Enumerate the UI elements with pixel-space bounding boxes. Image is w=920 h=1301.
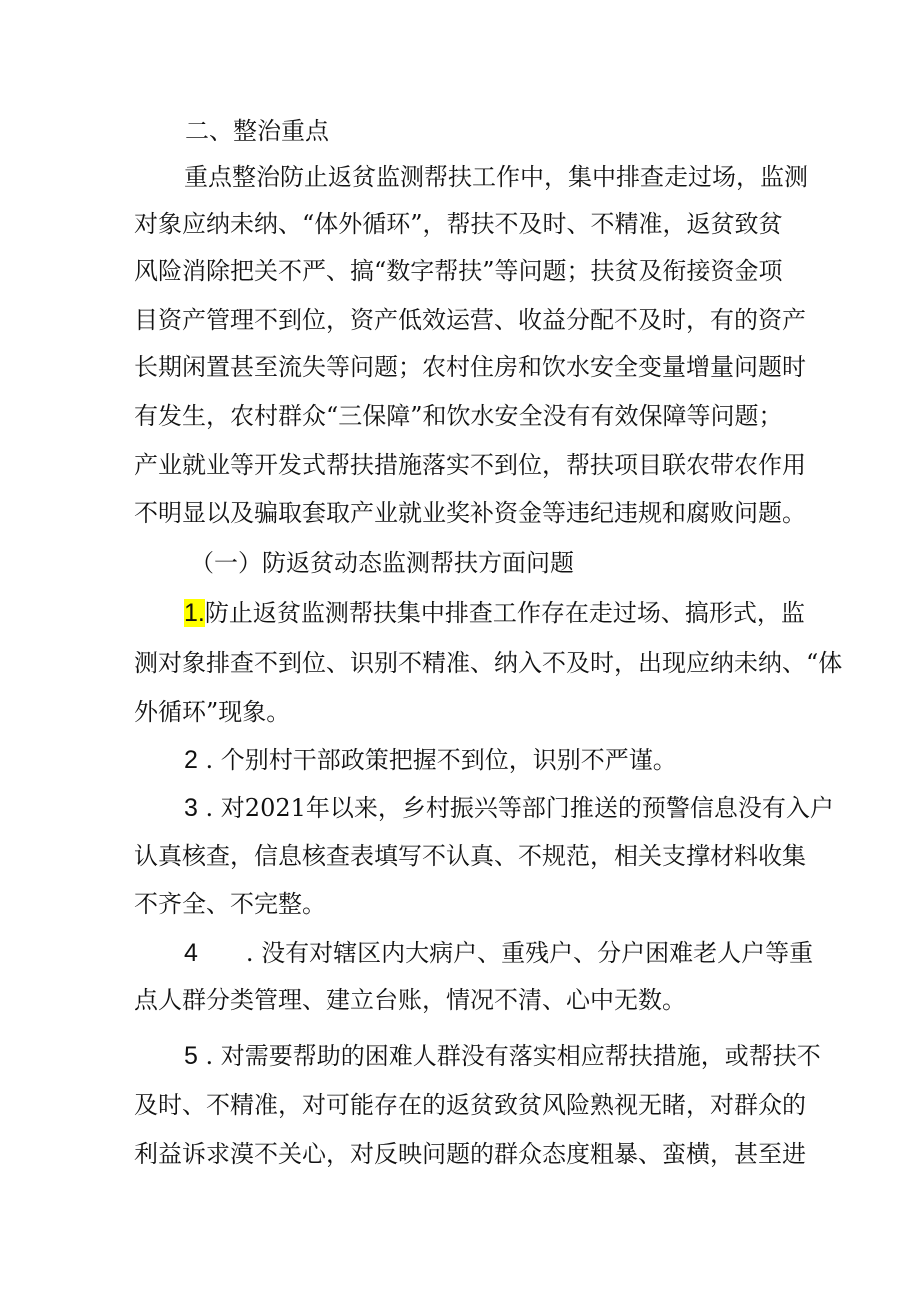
item5-line-2: 及时、不精准，对可能存在的返贫致贫风险熟视无睹，对群众的 (134, 1091, 806, 1119)
item2-number: 2 (184, 746, 198, 774)
item1-line-2: 测对象排查不到位、识别不精准、纳入不及时，出现应纳未纳、“体 (134, 649, 843, 677)
item4-line-2: 点人群分类管理、建立台账，情况不清、心中无数。 (134, 986, 686, 1014)
item3-line-1 (184, 793, 834, 823)
para1-line-7: 产业就业等开发式帮扶措施落实不到位，帮扶项目联农带农作用 (134, 451, 806, 479)
para1-line-1: 重点整治防止返贫监测帮扶工作中，集中排查走过场，监测 (184, 163, 808, 191)
item2-text-1: . 个别村干部政策把握不到位，识别不严谨。 (205, 746, 677, 774)
item1-number: 1. (184, 599, 205, 627)
item3-line-2: 认真核查，信息核查表填写不认真、不规范，相关支撑材料收集 (134, 842, 806, 870)
para1-line-3: 风险消除把关不严、搞“数字帮扶”等问题；扶贫及衔接资金项 (134, 257, 783, 285)
item5-line-1 (184, 1041, 821, 1071)
para1-line-2: 对象应纳未纳、“体外循环”，帮扶不及时、不精准，返贫致贫 (134, 210, 783, 238)
item5-text-1: . 对需要帮助的困难人群没有落实相应帮扶措施，或帮扶不 (205, 1042, 821, 1070)
item5-line-3: 利益诉求漠不关心，对反映问题的群众态度粗暴、蛮横，甚至进 (134, 1140, 806, 1168)
para1-line-4: 目资产管理不到位，资产低效运营、收益分配不及时，有的资产 (134, 306, 806, 334)
item3-line-3: 不齐全、不完整。 (134, 890, 326, 918)
para1-line-6: 有发生，农村群众“三保障”和饮水安全没有有效保障等问题； (134, 402, 783, 430)
item4-line-1 (184, 938, 813, 968)
section-heading: 二、整治重点 (185, 117, 329, 145)
item4-text-1: . 没有对辖区内大病户、重残户、分户困难老人户等重 (245, 939, 814, 967)
item3-number: 3 (184, 794, 198, 822)
item2-line-1 (184, 745, 677, 775)
para1-line-8: 不明显以及骗取套取产业就业奖补资金等违纪违规和腐败问题。 (134, 499, 806, 527)
item4-number: 4 (184, 939, 198, 967)
item1-line-3: 外循环”现象。 (134, 698, 291, 726)
item1-line-1 (184, 598, 805, 628)
subheading: （一）防返贫动态监测帮扶方面问题 (190, 549, 574, 577)
item5-number: 5 (184, 1042, 198, 1070)
item3-text-1: . 对2021年以来，乡村振兴等部门推送的预警信息没有入户 (205, 794, 834, 822)
para1-line-5: 长期闲置甚至流失等问题；农村住房和饮水安全变量增量问题时 (134, 353, 806, 381)
item1-text-1: 防止返贫监测帮扶集中排查工作存在走过场、搞形式，监 (204, 599, 805, 627)
